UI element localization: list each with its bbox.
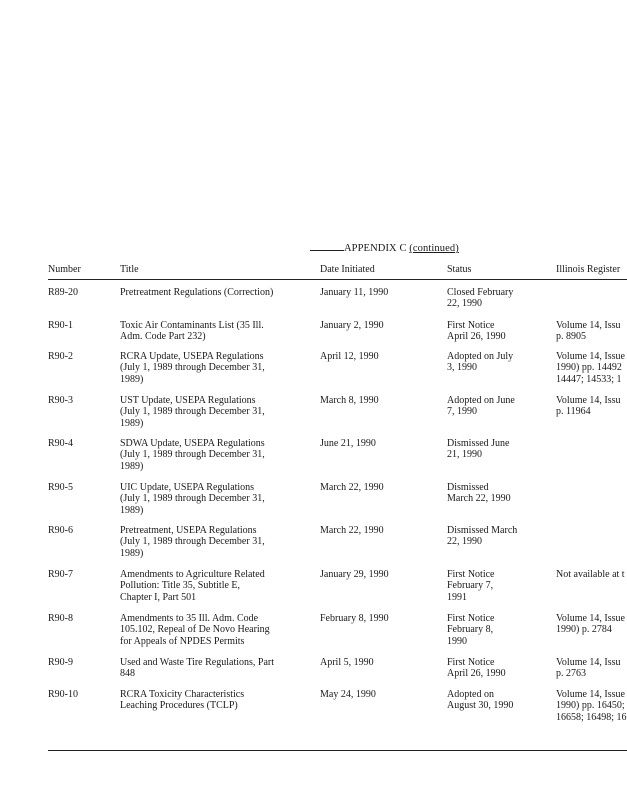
row-date-initiated: January 29, 1990 <box>320 569 389 580</box>
row-status: First Notice February 8, 1990 <box>447 613 495 647</box>
row-date-initiated: March 8, 1990 <box>320 395 379 406</box>
appendix-heading-prefix: APPENDIX C <box>344 243 407 254</box>
column-header-illinois-register: Illinois Register <box>556 264 621 275</box>
appendix-heading <box>310 241 483 254</box>
row-status: First Notice April 26, 1990 <box>447 320 506 343</box>
row-illinois-register: Volume 14, Issue 1990) p. 2784 <box>556 613 625 636</box>
row-number: R90-2 <box>48 351 73 362</box>
row-status: First Notice April 26, 1990 <box>447 657 506 680</box>
row-title: SDWA Update, USEPA Regulations (July 1, 1989 through December 31, 1989) <box>120 438 265 472</box>
row-date-initiated: May 24, 1990 <box>320 689 376 700</box>
row-illinois-register: Not available at t <box>556 569 625 580</box>
row-title: RCRA Update, USEPA Regulations (July 1, 1989 through December 31, 1989) <box>120 351 265 385</box>
row-number: R90-4 <box>48 438 73 449</box>
row-title: UIC Update, USEPA Regulations (July 1, 1989 through December 31, 1989) <box>120 482 265 516</box>
row-number: R90-1 <box>48 320 73 331</box>
row-title: Toxic Air Contaminants List (35 Ill. Adm. Code Part 232) <box>120 320 264 343</box>
row-number: R90-6 <box>48 525 73 536</box>
row-title: Pretreatment, USEPA Regulations (July 1, 1989 through December 31, 1989) <box>120 525 265 559</box>
row-date-initiated: June 21, 1990 <box>320 438 376 449</box>
heading-underline <box>310 241 344 251</box>
column-header-number: Number <box>48 264 81 275</box>
row-title: Amendments to 35 Ill. Adm. Code 105.102, Repeal of De Novo Hearing for Appeals of NPDES Permits <box>120 613 270 647</box>
row-number: R90-7 <box>48 569 73 580</box>
row-status: Closed February 22, 1990 <box>447 287 514 310</box>
row-status: First Notice February 7, 1991 <box>447 569 495 603</box>
row-status: Dismissed June 21, 1990 <box>447 438 510 461</box>
row-status: Dismissed March 22, 1990 <box>447 482 511 505</box>
row-date-initiated: January 2, 1990 <box>320 320 384 331</box>
row-status: Adopted on August 30, 1990 <box>447 689 514 712</box>
row-title: Amendments to Agriculture Related Pollution: Title 35, Subtitle E, Chapter I, Part 501 <box>120 569 265 603</box>
row-number: R90-10 <box>48 689 78 700</box>
row-illinois-register: Volume 14, Issue 1990) pp. 14492 14447; 14533; 1 <box>556 351 625 385</box>
row-title: Used and Waste Tire Regulations, Part 848 <box>120 657 274 680</box>
row-number: R90-3 <box>48 395 73 406</box>
row-illinois-register: Volume 14, Issu p. 2763 <box>556 657 621 680</box>
row-date-initiated: April 12, 1990 <box>320 351 379 362</box>
row-number: R89-20 <box>48 287 78 298</box>
row-title: RCRA Toxicity Characteristics Leaching Procedures (TCLP) <box>120 689 245 712</box>
row-illinois-register: Volume 14, Issue 1990) pp. 16450; 16658; 16498; 16 <box>556 689 627 723</box>
row-date-initiated: February 8, 1990 <box>320 613 389 624</box>
row-title: Pretreatment Regulations (Correction) <box>120 287 274 298</box>
row-illinois-register: Volume 14, Issu p. 8905 <box>556 320 621 343</box>
row-title: UST Update, USEPA Regulations (July 1, 1989 through December 31, 1989) <box>120 395 265 429</box>
column-header-status: Status <box>447 264 472 275</box>
row-illinois-register: Volume 14, Issu p. 11964 <box>556 395 621 418</box>
header-rule <box>48 279 627 280</box>
row-date-initiated: January 11, 1990 <box>320 287 389 298</box>
row-status: Adopted on July 3, 1990 <box>447 351 514 374</box>
row-status: Adopted on June 7, 1990 <box>447 395 515 418</box>
row-date-initiated: March 22, 1990 <box>320 482 384 493</box>
column-header-date-initiated: Date Initiated <box>320 264 375 275</box>
row-date-initiated: April 5, 1990 <box>320 657 374 668</box>
row-number: R90-9 <box>48 657 73 668</box>
row-date-initiated: March 22, 1990 <box>320 525 384 536</box>
footer-rule <box>48 750 627 751</box>
row-number: R90-5 <box>48 482 73 493</box>
column-header-title: Title <box>120 264 139 275</box>
row-number: R90-8 <box>48 613 73 624</box>
appendix-heading-suffix: (continued) <box>409 243 459 254</box>
row-status: Dismissed March 22, 1990 <box>447 525 518 548</box>
